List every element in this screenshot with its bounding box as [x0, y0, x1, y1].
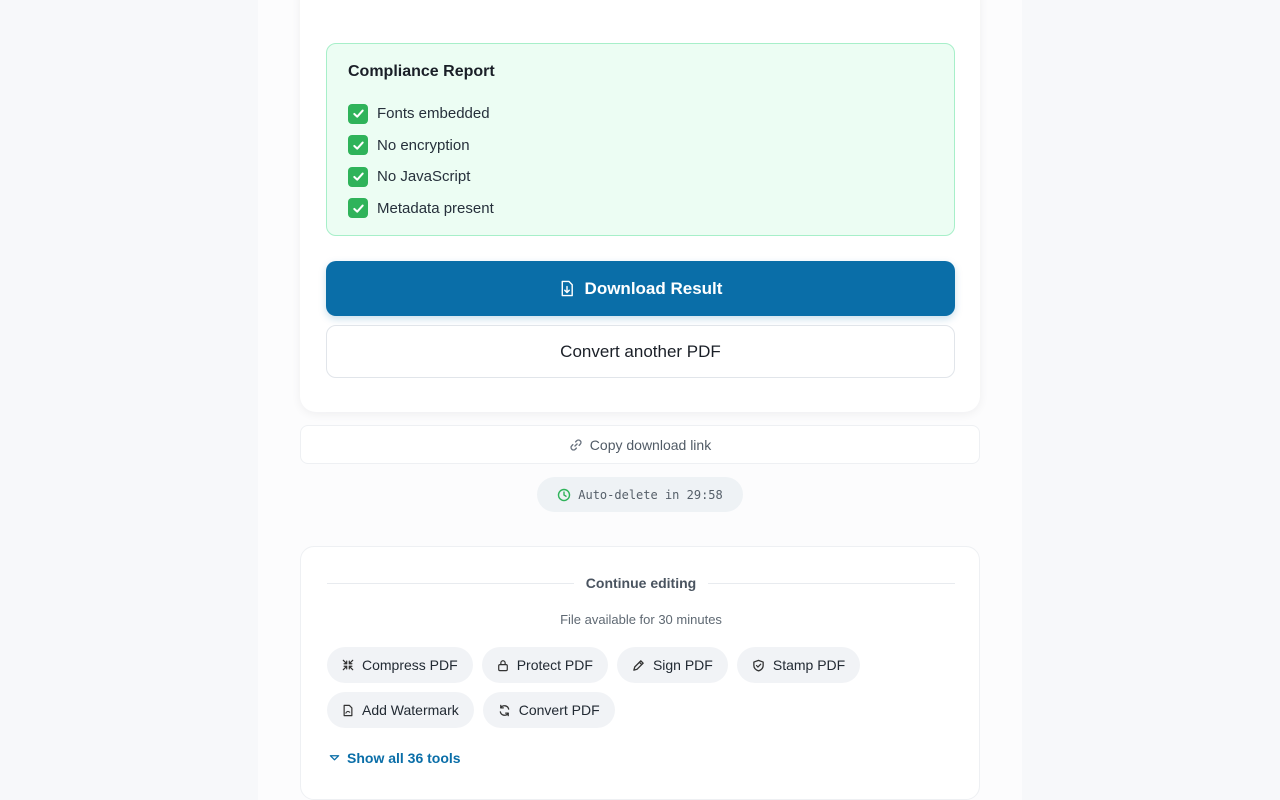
- show-all-tools-link[interactable]: [329, 750, 461, 766]
- tool-protect-pdf[interactable]: [482, 647, 608, 683]
- lock-icon: [497, 659, 509, 672]
- tool-row: [327, 692, 955, 728]
- tool-label: Protect PDF: [516, 657, 593, 673]
- continue-editing-header: [327, 573, 955, 593]
- tool-convert-pdf[interactable]: [483, 692, 615, 728]
- refresh-icon: [498, 704, 511, 717]
- compliance-list: [348, 98, 494, 224]
- tool-row: [327, 647, 955, 683]
- compliance-item: [348, 98, 494, 130]
- copy-download-link-button[interactable]: [300, 425, 980, 464]
- watermark-file-icon: [342, 704, 354, 717]
- check-mark-icon: [348, 135, 368, 155]
- continue-editing-card: [300, 546, 980, 800]
- tool-chips: [327, 647, 955, 737]
- compliance-item-label: Fonts embedded: [377, 105, 490, 123]
- continue-editing-title: Continue editing: [585, 575, 697, 591]
- tool-label: Convert PDF: [518, 702, 600, 718]
- compliance-item-label: No encryption: [377, 136, 470, 154]
- convert-another-label: Convert another PDF: [560, 341, 721, 361]
- divider: [708, 583, 955, 584]
- compliance-title: Compliance Report: [348, 63, 495, 80]
- shield-icon: [752, 659, 765, 672]
- check-mark-icon: [348, 104, 368, 124]
- file-availability-note: File available for 30 minutes: [560, 612, 722, 627]
- tool-compress-pdf[interactable]: [327, 647, 473, 683]
- check-mark-icon: [348, 198, 368, 218]
- tool-label: Stamp PDF: [772, 657, 846, 673]
- show-all-tools-label: Show all 36 tools: [347, 750, 461, 766]
- tool-stamp-pdf[interactable]: [737, 647, 860, 683]
- auto-delete-text: Auto-delete in 29:58: [578, 487, 723, 502]
- tool-label: Sign PDF: [652, 657, 713, 673]
- compliance-item: [348, 161, 494, 193]
- clock-icon: [557, 488, 571, 502]
- compliance-item-label: Metadata present: [377, 199, 494, 217]
- link-icon: [569, 438, 583, 452]
- compliance-item: [348, 130, 494, 162]
- tool-label: Add Watermark: [362, 702, 459, 718]
- check-mark-icon: [348, 167, 368, 187]
- tool-add-watermark[interactable]: [327, 692, 474, 728]
- pen-icon: [632, 659, 645, 672]
- compliance-item-label: No JavaScript: [377, 168, 471, 186]
- chevron-down-icon: [329, 754, 340, 762]
- convert-another-button[interactable]: [326, 325, 955, 378]
- tool-label: Compress PDF: [362, 657, 458, 673]
- download-result-button[interactable]: [326, 261, 955, 316]
- tool-sign-pdf[interactable]: [617, 647, 728, 683]
- copy-download-link-label: Copy download link: [589, 436, 712, 453]
- divider: [327, 583, 574, 584]
- download-result-label: Download Result: [584, 278, 723, 298]
- compliance-item: [348, 193, 494, 225]
- file-download-icon: [559, 280, 575, 297]
- auto-delete-timer: [537, 477, 743, 512]
- compliance-report: [326, 43, 955, 236]
- compress-icon: [342, 659, 354, 671]
